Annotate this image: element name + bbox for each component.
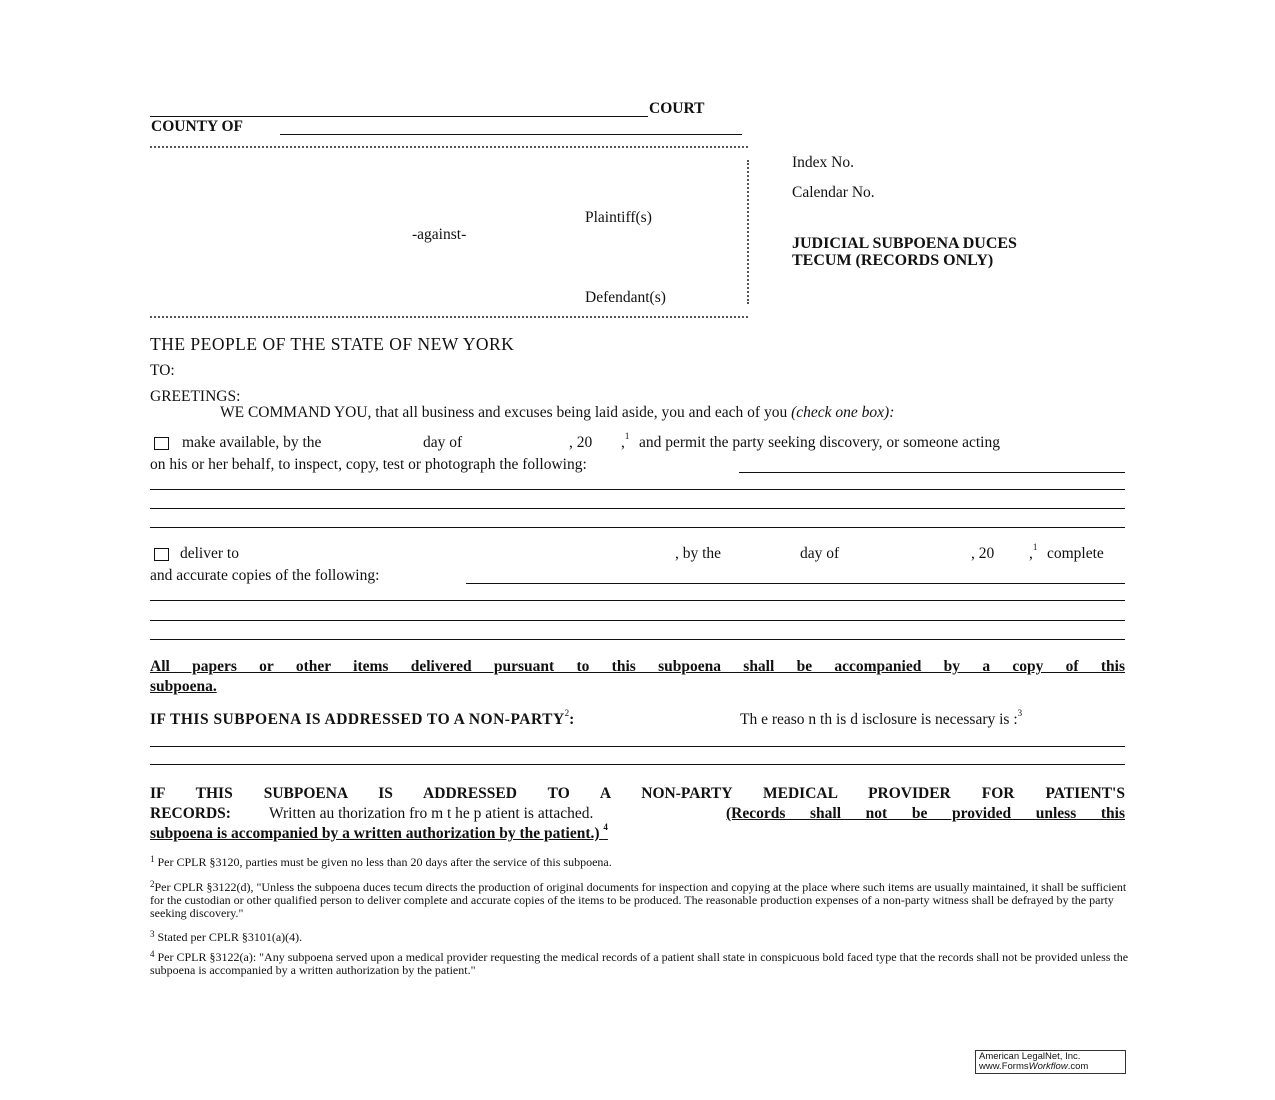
nonparty-heading: IF THIS SUBPOENA IS ADDRESSED TO A NON-PARTY (150, 711, 565, 728)
greetings-label: GREETINGS: (150, 388, 241, 405)
medical-records-bold: RECORDS: (150, 805, 231, 822)
footnote-ref-1b: 1 (1032, 542, 1038, 552)
document-title-line1: JUDICIAL SUBPOENA DUCES (792, 235, 1017, 252)
publisher-url-b: Workflow (1028, 1061, 1068, 1072)
nonparty-statement (150, 708, 575, 729)
option2-inline-line[interactable] (466, 583, 1125, 584)
against-label: -against- (412, 226, 467, 243)
nonparty-reason-line-1[interactable] (150, 746, 1125, 747)
publisher-url-c: .com (1067, 1061, 1089, 1072)
check-one-note: (check one box): (791, 404, 895, 421)
option2-text-line2: and accurate copies of the following: (150, 567, 380, 584)
option1-text-c: , 20 (569, 434, 593, 451)
medical-warning-inline: (Records shall not be provided unless this (726, 805, 1125, 822)
publisher-name: American LegalNet, Inc. (979, 1051, 1081, 1062)
footnote-3-text: Stated per CPLR §3101(a)(4). (157, 930, 303, 944)
publisher-url-a: www.Forms (979, 1061, 1029, 1072)
footnote-ref-1: 1 (624, 431, 630, 441)
court-name-line[interactable] (150, 116, 648, 117)
caption-top-divider (150, 146, 748, 148)
caption-vertical-divider (747, 160, 749, 304)
medical-records-label (150, 805, 231, 823)
command-text (220, 404, 894, 422)
footnote-1-number: 1 (150, 854, 155, 864)
option2-text-c: day of (800, 545, 840, 562)
people-heading: THE PEOPLE OF THE STATE OF NEW YORK (150, 334, 515, 354)
option1-comma: , (621, 434, 625, 451)
option1-line-2[interactable] (150, 508, 1125, 509)
accompany-notice-line2: subpoena. (150, 678, 217, 695)
defendant-label: Defendant(s) (585, 289, 666, 306)
footnote-4-number: 4 (150, 949, 155, 959)
footnote-2-number: 2 (150, 879, 155, 889)
medical-authorization-text: Written au thorization fro m t he p atient is attached. (269, 805, 594, 822)
option2-comma: , (1029, 545, 1033, 562)
option1-footnote-ref (621, 431, 630, 452)
publisher-footer (975, 1050, 1126, 1074)
county-name-line[interactable] (280, 134, 742, 135)
make-available-checkbox[interactable] (154, 437, 169, 450)
footnote-3-number: 3 (150, 929, 155, 939)
county-label: COUNTY OF (151, 118, 243, 135)
nonparty-reason-line-2[interactable] (150, 764, 1125, 765)
index-number-label: Index No. (792, 154, 854, 171)
footnote-ref-4: 4 (603, 822, 608, 832)
accompany-notice-line1: All papers or other items delivered pursuant to this subpoena shall be accompanied by a copy of this (150, 658, 1125, 675)
nonparty-reason-text (740, 708, 1023, 729)
document-title-line2: TECUM (RECORDS ONLY) (792, 252, 994, 269)
option2-line-3[interactable] (150, 639, 1125, 640)
option2-line-2[interactable] (150, 620, 1125, 621)
option1-line-3[interactable] (150, 527, 1125, 528)
to-label: TO: (150, 362, 175, 379)
footnote-4 (150, 951, 1132, 977)
footnote-ref-3: 3 (1017, 708, 1023, 718)
footnote-ref-2: 2 (564, 708, 570, 718)
plaintiff-label: Plaintiff(s) (585, 209, 652, 226)
option2-footnote-ref (1029, 542, 1038, 563)
footnote-3 (150, 931, 302, 944)
option1-inline-line[interactable] (739, 472, 1125, 473)
option1-text-b: day of (423, 434, 463, 451)
caption-bottom-divider (150, 316, 748, 318)
option1-text-e: and permit the party seeking discovery, or someone acting (639, 434, 1000, 451)
footnote-1-text: Per CPLR §3120, parties must be given no less than 20 days after the service of this subpoena. (157, 855, 612, 869)
option2-text-b: , by the (675, 545, 722, 562)
option2-text-a: deliver to (180, 545, 239, 562)
footnote-4-text: Per CPLR §3122(a): "Any subpoena served upon a medical provider requesting the medical records of a patient shall state in conspicuous bold faced type that the records shall not be provided unless the subpoena is accompanied by a written authorization by the patient." (150, 950, 1129, 977)
medical-warning-text: subpoena is accompanied by a written authorization by the patient.) (150, 825, 600, 842)
deliver-to-checkbox[interactable] (154, 548, 169, 561)
medical-heading-line1: IF THIS SUBPOENA IS ADDRESSED TO A NON-PARTY MEDICAL PROVIDER FOR PATIENT'S (150, 785, 1125, 802)
medical-warning-line3 (150, 822, 608, 843)
nonparty-reason-label: Th e reaso n th is d isclosure is necessary is : (740, 711, 1018, 728)
option1-line-1[interactable] (150, 489, 1125, 490)
option1-text-a: make available, by the (182, 434, 322, 451)
publisher-url (979, 1062, 1122, 1072)
command-main: WE COMMAND YOU, that all business and excuses being laid aside, you and each of you (220, 404, 788, 421)
footnote-2 (150, 881, 1132, 920)
option2-text-f: complete (1047, 545, 1104, 562)
option1-text-line2: on his or her behalf, to inspect, copy, test or photograph the following: (150, 456, 587, 473)
footnote-2-text: Per CPLR §3122(d), "Unless the subpoena duces tecum directs the production of original documents for inspection and copying at the place where such items are usually maintained, it shall be sufficient for the custodian or other qualified person to deliver complete and accurate copies of the items to be produced. The reasonable production expenses of a non-party witness shall be defrayed by the party seeking discovery." (150, 880, 1127, 920)
option2-text-d: , 20 (971, 545, 995, 562)
option2-line-1[interactable] (150, 600, 1125, 601)
footnote-1 (150, 856, 612, 869)
court-label: COURT (649, 100, 705, 117)
calendar-number-label: Calendar No. (792, 184, 875, 201)
nonparty-colon: : (569, 711, 575, 728)
